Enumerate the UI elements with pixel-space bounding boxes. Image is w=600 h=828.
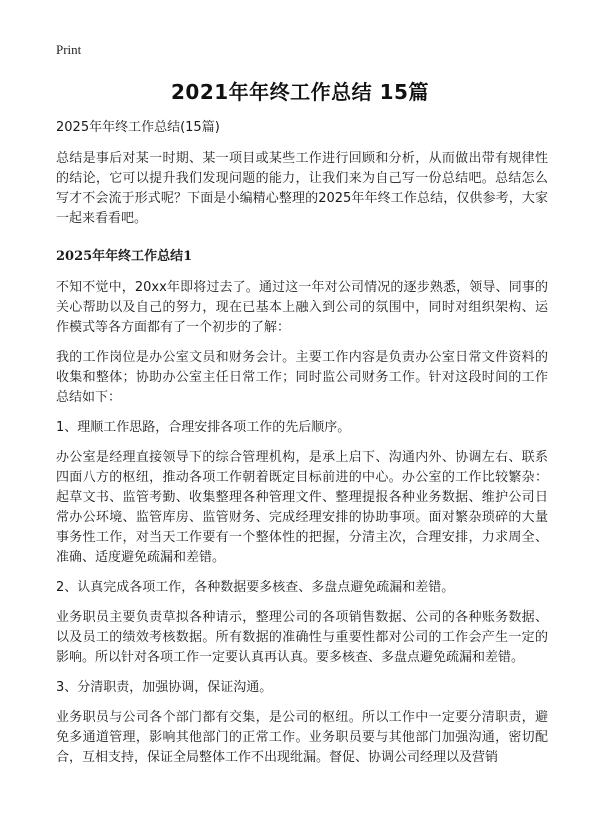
print-link[interactable]: Print — [56, 42, 82, 57]
body-paragraph: 不知不觉中，20xx年即将过去了。通过这一年对公司情况的逐步熟悉，领导、同事的关心帮助以及自己的努力，现在已基本上融入到公司的氛围中，同时对组织架构、运作模式等各方面都有了一个初步的了解： — [56, 280, 548, 335]
document-body — [56, 118, 548, 778]
body-paragraph: 业务职员与公司各个部门都有交集，是公司的枢纽。所以工作中一定要分清职责，避免多通道管理，影响其他部门的正常工作。业务职员要与其他部门加强沟通，密切配合，互相支持，保证全局整体工作不出现纰漏。督促、协调公司经理以及营销 — [56, 710, 548, 765]
list-heading-1: 1、理顺工作思路，合理安排各项工作的先后顺序。 — [56, 420, 351, 435]
section-heading: 2025年年终工作总结1 — [56, 249, 193, 264]
body-paragraph: 我的工作岗位是办公室文员和财务会计。主要工作内容是负责办公室日常文件资料的收集和整体；协助办公室主任日常工作；同时监公司财务工作。针对这段时间的工作总结如下： — [56, 350, 548, 405]
body-paragraph: 业务职员主要负责草拟各种请示，整理公司的各项销售数据、公司的各种账务数据、以及员工的绩效考核数据。所有数据的准确性与重要性都对公司的工作会产生一定的影响。所以针对各项工作一定要认真再认真。要多核查、多盘点避免疏漏和差错。 — [56, 610, 548, 665]
page-title: 2021年年终工作总结 15篇 — [171, 80, 429, 104]
document-subtitle: 2025年年终工作总结(15篇) — [56, 120, 220, 135]
list-heading-2: 2、认真完成各项工作，各种数据要多核查、多盘点避免疏漏和差错。 — [56, 580, 455, 595]
intro-paragraph: 总结是事后对某一时期、某一项目或某些工作进行回顾和分析，从而做出带有规律性的结论，它可以提升我们发现问题的能力，让我们来为自己写一份总结吧。总结怎么写才不会流于形式呢？下面是小编精心整理的2025年年终工作总结，仅供参考，大家一起来看看吧。 — [56, 151, 548, 226]
body-paragraph: 办公室是经理直接领导下的综合管理机构，是承上启下、沟通内外、协调左右、联系四面八方的枢纽，推动各项工作朝着既定目标前进的中心。办公室的工作比较繁杂：起草文书、监管考勤、收集整理各种管理文件、整理提报各种业务数据、维护公司日常办公环境、监管库房、监管财务、完成经理安排的协助事项。面对繁杂琐碎的大量事务性工作，对当天工作要有一个整体性的把握，分清主次，合理安排，力求周全、准确、适度避免疏漏和差错。 — [56, 450, 548, 565]
list-heading-3: 3、分清职责，加强协调，保证沟通。 — [56, 680, 273, 695]
